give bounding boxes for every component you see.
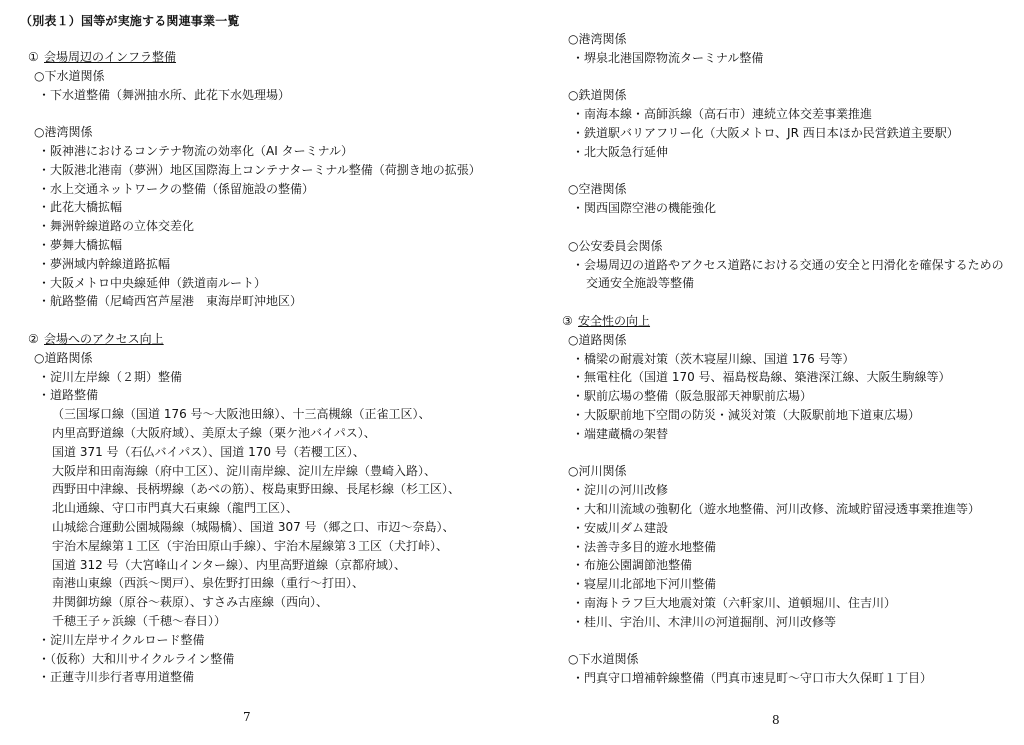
section-title: 会場周辺のインフラ整備: [44, 50, 177, 64]
list-item: ・航路整備（尼崎西宮芦屋港 東海岸町沖地区）: [38, 294, 303, 309]
list-item: ・北大阪急行延伸: [572, 144, 669, 159]
list-item: ・布施公園調節池整備: [572, 558, 693, 573]
group-heading: ○港湾関係: [34, 125, 93, 140]
detail-line: 国道 312 号（大宮峰山インター線）、内里高野道線（京都府域）、: [52, 557, 407, 572]
list-item: ・阪神港におけるコンテナ物流の効率化（AI ターミナル）: [38, 143, 353, 158]
detail-line: 内里高野道線（大阪府域）、美原太子線（栗ケ池バイパス）、: [52, 425, 376, 440]
list-item: ・夢舞大橋拡幅: [38, 237, 123, 252]
list-item: ・堺泉北港国際物流ターミナル整備: [572, 50, 764, 65]
detail-line: 千穂王子ヶ浜線（千穂～春日））: [52, 613, 227, 628]
list-item: ・大阪港北港南（夢洲）地区国際海上コンテナターミナル整備（荷捌き地の拡張）: [38, 162, 481, 177]
document-title: （別表１）国等が実施する関連事業一覧: [20, 14, 240, 28]
section-number: ②: [28, 331, 39, 346]
spacer: [562, 68, 1004, 87]
detail-line: （三国塚口線（国道 176 号～大阪池田線）、十三高槻線（正雀工区）、: [52, 407, 431, 422]
group-heading: ○下水道関係: [568, 652, 639, 667]
list-item-continuation: 交通安全施設等整備: [586, 276, 695, 291]
left-content: [28, 48, 481, 706]
group-heading: ○鉄道関係: [568, 88, 627, 103]
detail-line: 山城総合運動公園城陽線（城陽橋）、国道 307 号（郷之口、市辺～奈島）、: [52, 519, 455, 534]
list-item: ・桂川、宇治川、木津川の河道掘削、河川改修等: [572, 614, 837, 629]
list-item: ・端建蔵橋の架替: [572, 426, 669, 441]
detail-line: 北山通線、守口市門真大石東線（龍門工区）、: [52, 501, 299, 516]
list-item: ・会場周辺の道路やアクセス道路における交通の安全と円滑化を確保するための: [572, 257, 1004, 272]
page-number: 7: [243, 710, 251, 724]
group-heading: ○港湾関係: [568, 32, 627, 46]
list-item: ・安威川ダム建設: [572, 520, 669, 535]
list-item: ・橋梁の耐震対策（茨木寝屋川線、国道 176 号等）: [572, 351, 855, 366]
list-item: ・下水道整備（舞洲抽水所、此花下水処理場）: [38, 87, 291, 102]
list-item: ・南海本線・高師浜線（高石市）連続立体交差事業推進: [572, 107, 873, 122]
list-item: ・水上交通ネットワークの整備（係留施設の整備）: [38, 181, 315, 196]
spacer: [28, 687, 481, 706]
list-item: ・南海トラフ巨大地震対策（六軒家川、道頓堀川、住吉川）: [572, 595, 897, 610]
detail-line: 国道 371 号（石仏バイパス）、国道 170 号（若櫻工区）、: [52, 444, 365, 459]
list-item: ・法善寺多目的遊水地整備: [572, 539, 717, 554]
list-item: ・道路整備: [38, 388, 99, 403]
group-heading: ○河川関係: [568, 464, 627, 479]
list-item: ・淀川左岸線（２期）整備: [38, 369, 183, 384]
group-heading: ○下水道関係: [34, 68, 105, 83]
list-item: ・淀川の河川改修: [572, 483, 669, 498]
list-item: ・大和川流域の強靭化（遊水地整備、河川改修、流域貯留浸透事業推進等）: [572, 501, 981, 516]
spacer: [562, 162, 1004, 181]
list-item: ・淀川左岸サイクルロード整備: [38, 632, 205, 647]
list-item: ・寝屋川北部地下河川整備: [572, 577, 717, 592]
spacer: [562, 444, 1004, 463]
detail-line: 西野田中津線、長柄堺線（あべの筋）、桜島東野田線、長尾杉線（杉工区）、: [52, 482, 461, 497]
detail-line: 南港山東線（西浜～関戸）、泉佐野打田線（重行～打田）、: [52, 576, 365, 591]
list-item: ・舞洲幹線道路の立体交差化: [38, 219, 195, 234]
section-heading: [28, 48, 481, 67]
section-title: 安全性の向上: [578, 313, 651, 328]
section-number: ①: [28, 50, 39, 64]
list-item: ・関西国際空港の機能強化: [572, 201, 717, 216]
spacer: [562, 632, 1004, 651]
list-item: ・夢洲域内幹線道路拡幅: [38, 256, 171, 271]
detail-line: 宇治木屋線第１工区（宇治田原山手線）、宇治木屋線第３工区（犬打峠）、: [52, 538, 449, 553]
section-heading: [562, 312, 1004, 331]
spacer: [562, 218, 1004, 237]
detail-line: 井関御坊線（原谷～萩原）、すさみ古座線（西向）、: [52, 595, 329, 610]
spacer: [562, 293, 1004, 312]
group-heading: ○公安委員会関係: [568, 238, 663, 253]
group-heading: ○空港関係: [568, 182, 627, 197]
right-content: [562, 30, 1004, 688]
page-number: 8: [772, 713, 780, 727]
list-item: ・正蓮寺川歩行者専用道整備: [38, 670, 195, 685]
list-item: ・大阪駅前地下空間の防災・減災対策（大阪駅前地下道東広場）: [572, 407, 921, 422]
section-title: 会場へのアクセス向上: [44, 331, 164, 346]
spacer: [28, 104, 481, 123]
detail-line: 大阪岸和田南海線（府中工区）、淀川南岸線、淀川左岸線（豊崎入路）、: [52, 463, 437, 478]
spacer: [28, 311, 481, 330]
section-number: ③: [562, 313, 573, 328]
list-item: ・此花大橋拡幅: [38, 200, 123, 215]
list-item: ・鉄道駅バリアフリー化（大阪メトロ、JR 西日本ほか民営鉄道主要駅）: [572, 125, 959, 140]
list-item: ・大阪メトロ中央線延伸（鉄道南ルート）: [38, 275, 267, 290]
list-item: ・門真守口増補幹線整備（門真市速見町～守口市大久保町１丁目）: [572, 671, 933, 686]
list-item: ・駅前広場の整備（阪急服部天神駅前広場）: [572, 389, 813, 404]
page-8: [512, 0, 1024, 745]
section-heading: [28, 330, 481, 349]
group-heading: ○道路関係: [568, 332, 627, 347]
list-item: ・（仮称）大和川サイクルライン整備: [38, 651, 235, 666]
list-item: ・無電柱化（国道 170 号、福島桜島線、築港深江線、大阪生駒線等）: [572, 370, 951, 385]
group-heading: ○道路関係: [34, 350, 93, 365]
